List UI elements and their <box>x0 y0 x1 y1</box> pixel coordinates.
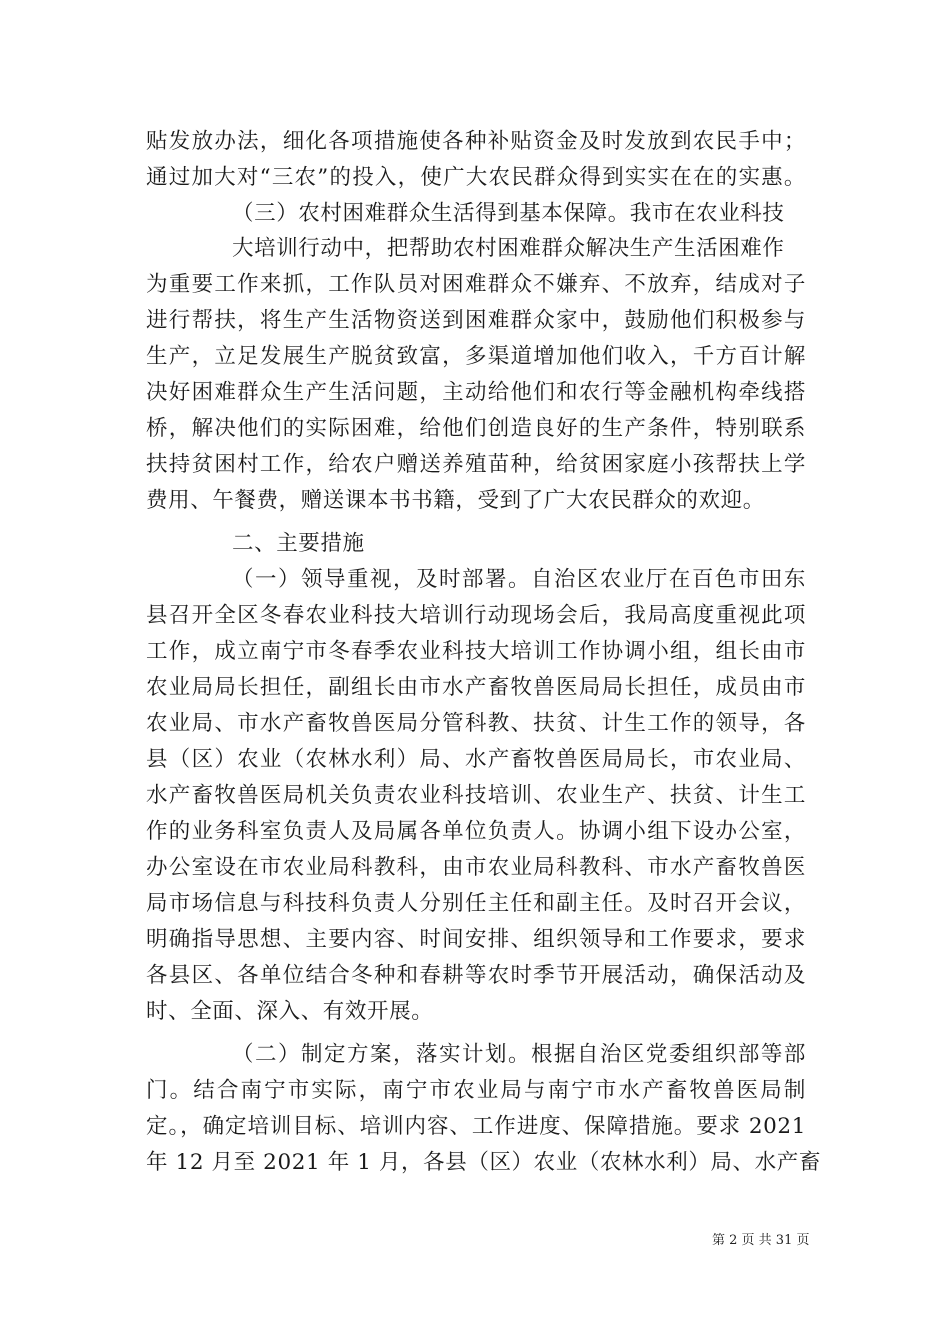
body-text-line: 定。，确定培训目标、培训内容、工作进度、保障措施。要求 2021 <box>146 1114 806 1139</box>
body-text-line: 时、全面、深入、有效开展。 <box>146 999 434 1024</box>
body-text-line: 明确指导思想、主要内容、时间安排、组织领导和工作要求，要求 <box>146 927 806 952</box>
body-text-line: 办公室设在市农业局科教科，由市农业局科教科、市水产畜牧兽医 <box>146 855 806 880</box>
body-text-line: 通过加大对“三农”的投入，使广大农民群众得到实实在在的实惠。 <box>146 165 806 190</box>
body-text-line: 扶持贫困村工作，给农户赠送养殖苗种，给贫困家庭小孩帮扶上学 <box>146 452 806 477</box>
body-text-line: 工作，成立南宁市冬春季农业科技大培训工作协调小组，组长由市 <box>146 639 806 664</box>
body-text-line: 各县区、各单位结合冬种和春耕等农时季节开展活动，确保活动及 <box>146 963 806 988</box>
body-text-line: 年 12 月至 2021 年 1 月，各县（区）农业（农林水利）局、水产畜 <box>146 1150 821 1175</box>
body-text-line: 桥，解决他们的实际困难，给他们创造良好的生产条件，特别联系 <box>146 416 806 441</box>
body-text-line: 水产畜牧兽医局机关负责农业科技培训、农业生产、扶贫、计生工 <box>146 783 806 808</box>
body-text-line: 农业局局长担任，副组长由市水产畜牧兽医局局长担任，成员由市 <box>146 675 806 700</box>
body-text-line: 局市场信息与科技科负责人分别任主任和副主任。及时召开会议， <box>146 891 806 916</box>
body-text-line: 进行帮扶，将生产生活物资送到困难群众家中，鼓励他们积极参与 <box>146 308 806 333</box>
body-text-line: 大培训行动中，把帮助农村困难群众解决生产生活困难作 <box>232 236 785 261</box>
section-heading: 二、主要措施 <box>232 531 365 556</box>
body-text-line: 生产，立足发展生产脱贫致富，多渠道增加他们收入，千方百计解 <box>146 344 806 369</box>
body-text-line: 费用、午餐费，赠送课本书书籍，受到了广大农民群众的欢迎。 <box>146 488 765 513</box>
body-text-line: （三）农村困难群众生活得到基本保障。我市在农业科技 <box>232 201 785 226</box>
body-text-line: 作的业务科室负责人及局属各单位负责人。协调小组下设办公室， <box>146 819 806 844</box>
body-text-line: 决好困难群众生产生活问题，主动给他们和农行等金融机构牵线搭 <box>146 380 806 405</box>
body-text-line: 贴发放办法，细化各项措施使各种补贴资金及时发放到农民手中； <box>146 129 806 154</box>
body-text-line: 门。结合南宁市实际，南宁市农业局与南宁市水产畜牧兽医局制 <box>146 1078 806 1103</box>
body-text-line: 县（区）农业（农林水利）局、水产畜牧兽医局局长，市农业局、 <box>146 747 806 772</box>
body-text-line: （一）领导重视，及时部署。自治区农业厅在百色市田东 <box>232 567 806 592</box>
body-text-line: 县召开全区冬春农业科技大培训行动现场会后，我局高度重视此项 <box>146 603 806 628</box>
body-text-line: 农业局、市水产畜牧兽医局分管科教、扶贫、计生工作的领导，各 <box>146 711 806 736</box>
body-text-line: （二）制定方案，落实计划。根据自治区党委组织部等部 <box>232 1042 806 1067</box>
body-text-line: 为重要工作来抓，工作队员对困难群众不嫌弃、不放弃，结成对子 <box>146 272 806 297</box>
page-number: 第 2 页 共 31 页 <box>712 1233 810 1248</box>
